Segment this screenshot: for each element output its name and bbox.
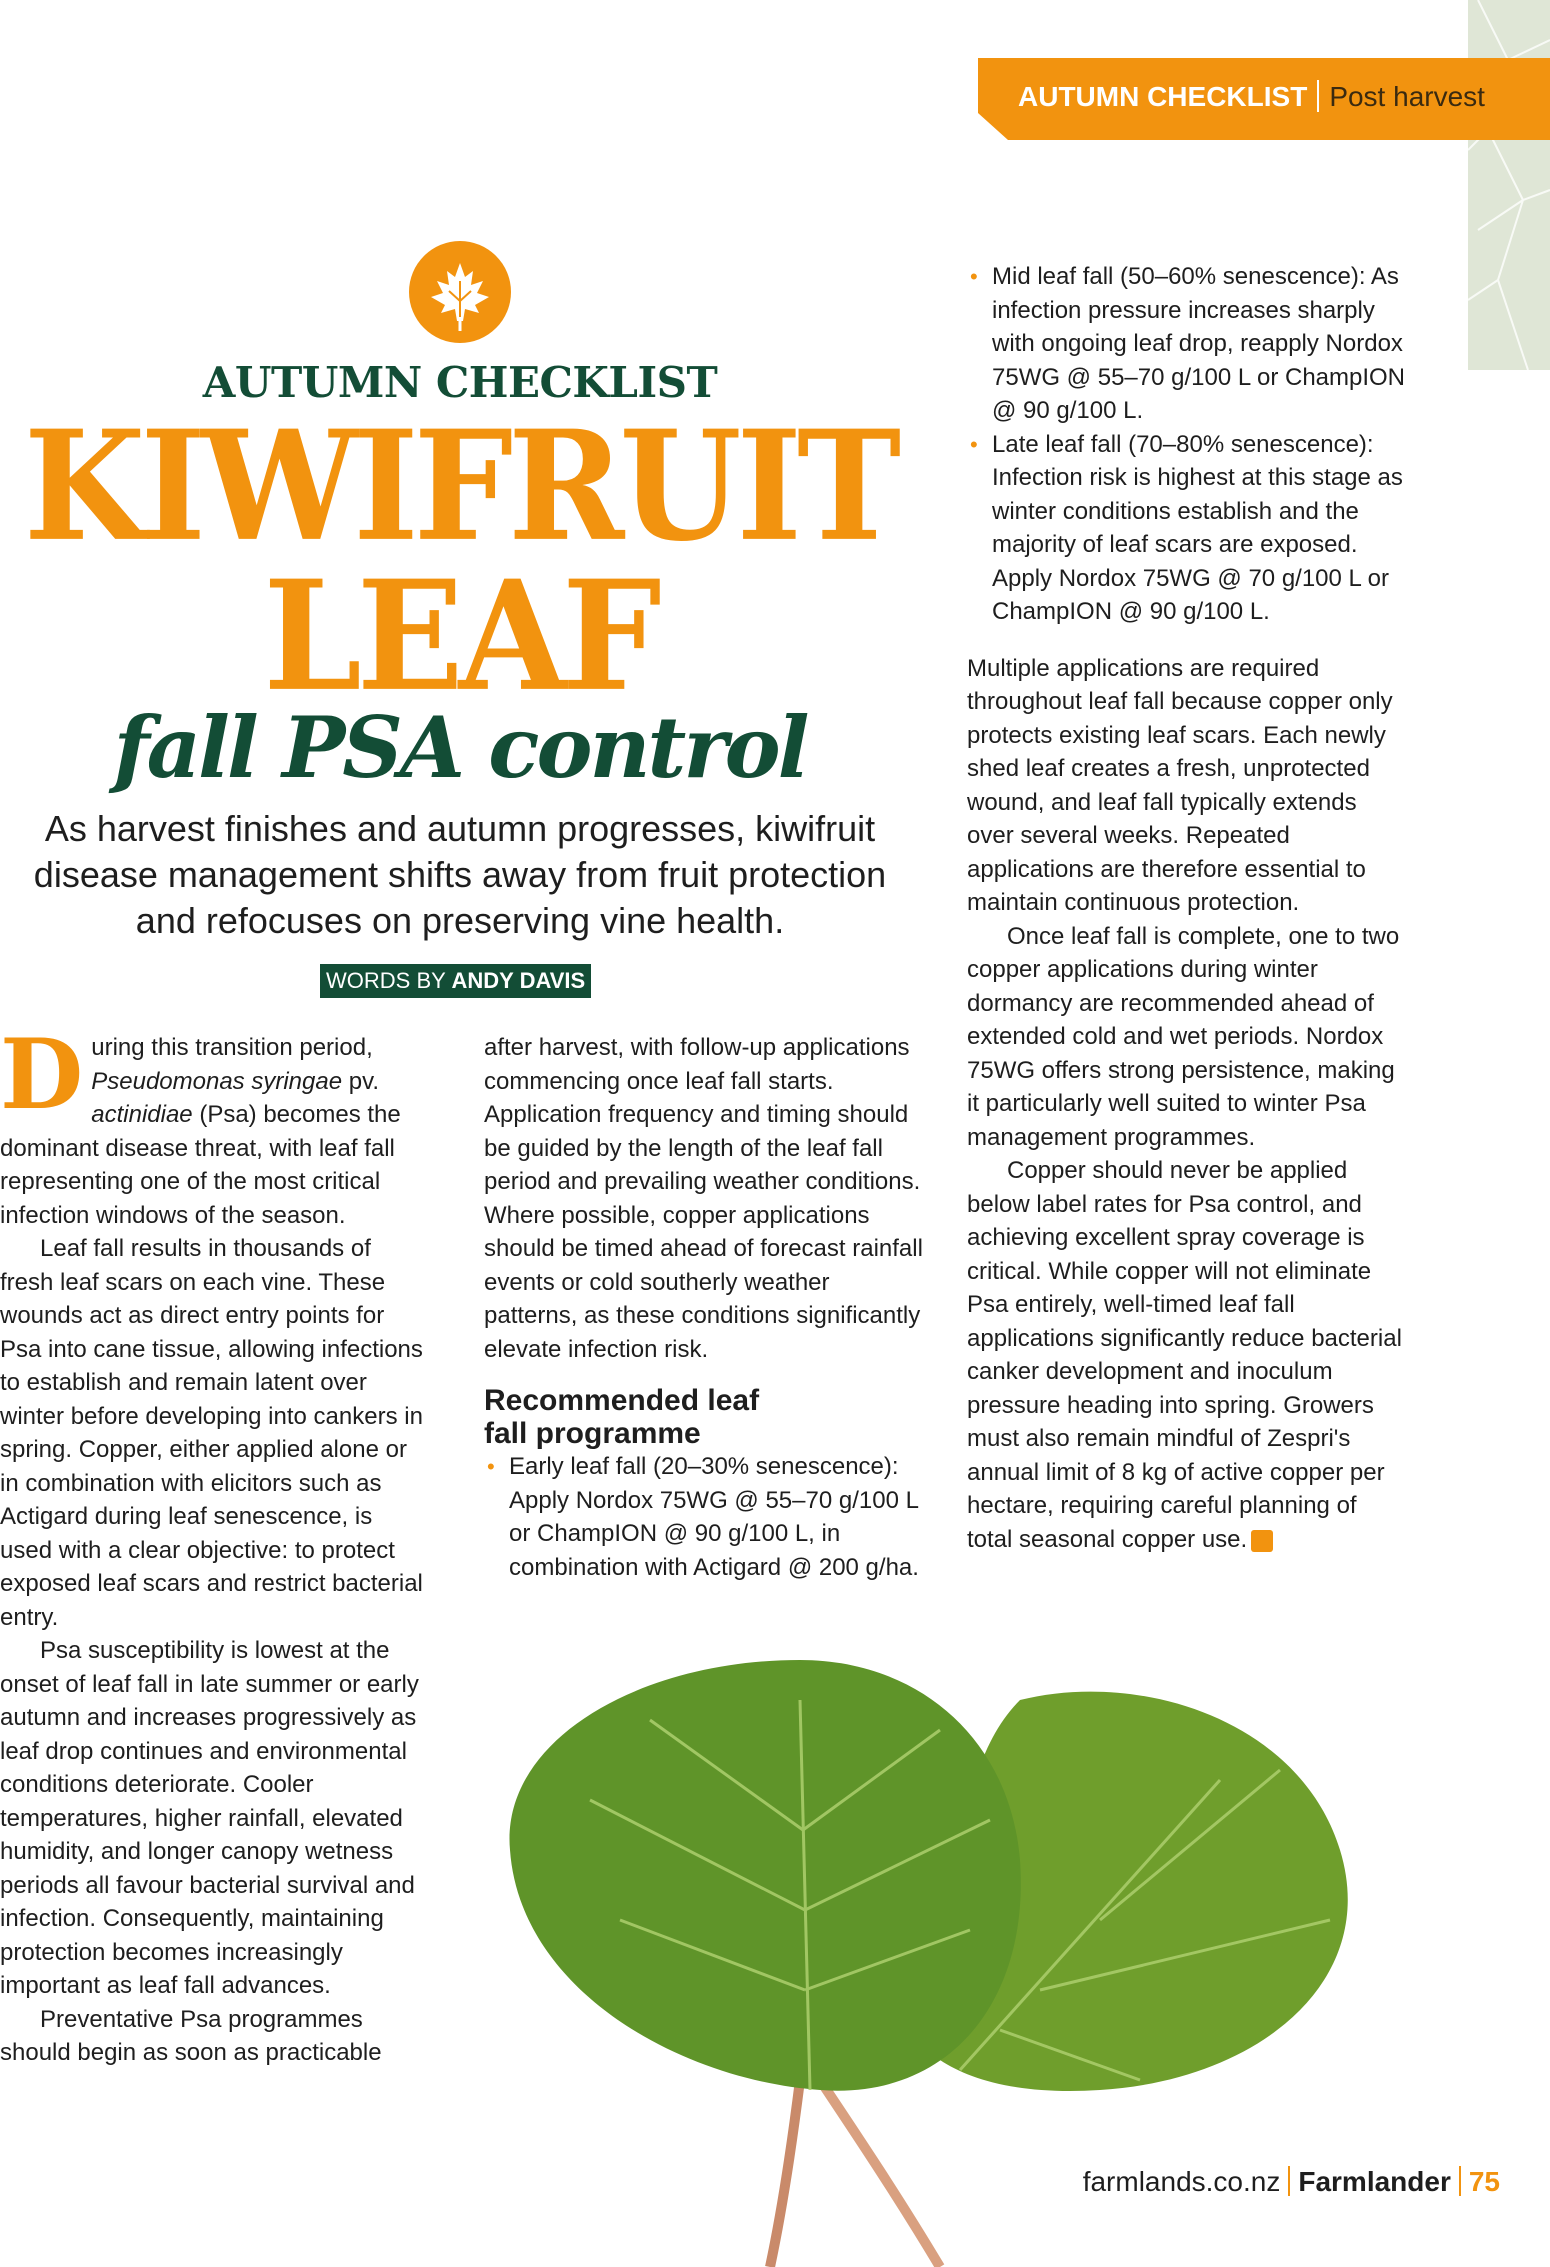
body-paragraph: [0, 1018, 430, 1232]
body-paragraph-continued: Preventative Psa programmes should begin as soon as practicable: [0, 2005, 382, 2066]
page-number: 75: [1468, 2166, 1500, 2197]
title-line-1: KIWIFRUIT: [23, 398, 897, 576]
programme-list-continued: [967, 260, 1407, 629]
title-line-3: fall PSA control: [113, 698, 807, 797]
bullet-icon: •: [487, 1454, 495, 1479]
body-paragraph: [967, 1154, 1407, 1556]
bullet-icon: •: [970, 264, 978, 289]
body-column-2: [484, 1031, 924, 1584]
header-divider: [1317, 80, 1319, 112]
leaf-texture-decoration: [1468, 0, 1550, 370]
programme-item-text: Early leaf fall (20–30% senescence): Apply Nordox 75WG @ 55–70 g/100 L or ChampION @ 90 g/100 L, in combination with Actigard @ 200 g/ha.: [509, 1453, 919, 1581]
text-run: pv.: [342, 1067, 379, 1095]
programme-item: [484, 1450, 924, 1584]
article-kicker: AUTUMN CHECKLIST: [202, 358, 718, 407]
body-paragraph-continuation: after harvest, with follow-up applications commencing once leaf fall starts. Application frequency and timing should be guided by the length of the leaf fall period and prevailing weather conditions. Where possible, copper applications should be timed ahead of forecast rainfall events or cold southerly weather patterns, as these conditions significantly elevate infection risk.: [484, 1034, 923, 1363]
body-column-1: [0, 1018, 430, 2070]
byline-prefix: WORDS BY: [326, 968, 452, 993]
page-footer: [1020, 2166, 1500, 2198]
footer-divider: [1459, 2166, 1461, 2196]
body-column-3: [967, 260, 1407, 1556]
drop-cap: D: [0, 1018, 84, 1131]
footer-site: farmlands.co.nz: [1082, 2166, 1281, 2197]
body-paragraph: Psa susceptibility is lowest at the onset of leaf fall in late summer or early autumn and increases progressively as leaf drop continues and environmental conditions deteriorate. Cooler temperatures, higher rainfall, elevated humidity, and longer canopy wetness periods all favour bacterial survival and infection. Consequently, maintaining protection becomes increasingly important as leaf fall advances.: [0, 1637, 419, 1999]
end-mark-icon: F: [1251, 1530, 1273, 1552]
programme-item-text: Late leaf fall (70–80% senescence): Infection risk is highest at this stage as winter conditions establish and the majority of leaf scars are exposed. Apply Nordox 75WG @ 70 g/100 L or ChampION @ 90 g/100 L.: [992, 430, 1403, 625]
section-header: [1018, 80, 1538, 113]
programme-item: [967, 428, 1407, 629]
bullet-icon: •: [970, 431, 978, 457]
programme-item-text: Mid leaf fall (50–60% senescence): As infection pressure increases sharply with ongoing leaf drop, reapply Nordox 75WG @ 55–70 g/100 L or ChampION @ 90 g/100 L.: [992, 263, 1406, 424]
body-paragraph: Multiple applications are required throughout leaf fall because copper only protects existing leaf scars. Each newly shed leaf creates a fresh, unprotected wound, and leaf fall typically extends over several weeks. Repeated applications are therefore essential to maintain continuous protection.: [967, 654, 1393, 916]
standfirst: As harvest finishes and autumn progresses, kiwifruit disease management shifts away from fruit protection and refocuses on preserving vine health.: [33, 808, 887, 941]
text-run: (Psa) becomes the dominant disease threat, with leaf fall representing one of the most critical infection windows of the season.: [0, 1101, 401, 1229]
body-paragraph: Leaf fall results in thousands of fresh leaf scars on each vine. These wounds act as direct entry points for Psa into cane tissue, allowing infections to establish and remain latent over winter before developing into cankers in spring. Copper, either applied alone or in combination with elicitors such as Actigard during leaf senescence, is used with a clear objective: to protect exposed leaf scars and restrict bacterial entry.: [0, 1235, 423, 1631]
maple-leaf-badge: [409, 241, 511, 343]
header-kicker: AUTUMN CHECKLIST: [1018, 81, 1308, 112]
subhead: Recommended leaf fall programme: [484, 1384, 760, 1450]
header-section: Post harvest: [1329, 81, 1485, 112]
title-line-2: LEAF: [263, 548, 657, 726]
species-name: Pseudomonas syringae: [91, 1067, 343, 1095]
byline-author: ANDY DAVIS: [451, 968, 586, 993]
programme-list: [484, 1450, 924, 1584]
body-paragraph: Once leaf fall is complete, one to two copper applications during winter dormancy are recommended ahead of extended cold and wet periods. Nordox 75WG offers strong persistence, making it particularly well suited to winter Psa management programmes.: [967, 922, 1400, 1151]
byline: [320, 964, 591, 998]
footer-brand: Farmlander: [1298, 2166, 1451, 2197]
text-run: uring this transition period,: [91, 1034, 373, 1061]
footer-divider: [1288, 2166, 1290, 2196]
maple-leaf-icon: [409, 241, 511, 343]
text-run: Copper should never be applied below label rates for Psa control, and achieving excellent spray coverage is critical. While copper will not eliminate Psa entirely, well-timed leaf fall applications significantly reduce bacterial canker development and inoculum pressure heading into spring. Growers must also remain mindful of Zespri's annual limit of 8 kg of active copper per hectare, requiring careful planning of total seasonal copper use.: [967, 1157, 1402, 1553]
programme-item: [967, 260, 1407, 428]
pathovar-name: actinidiae: [91, 1101, 193, 1128]
